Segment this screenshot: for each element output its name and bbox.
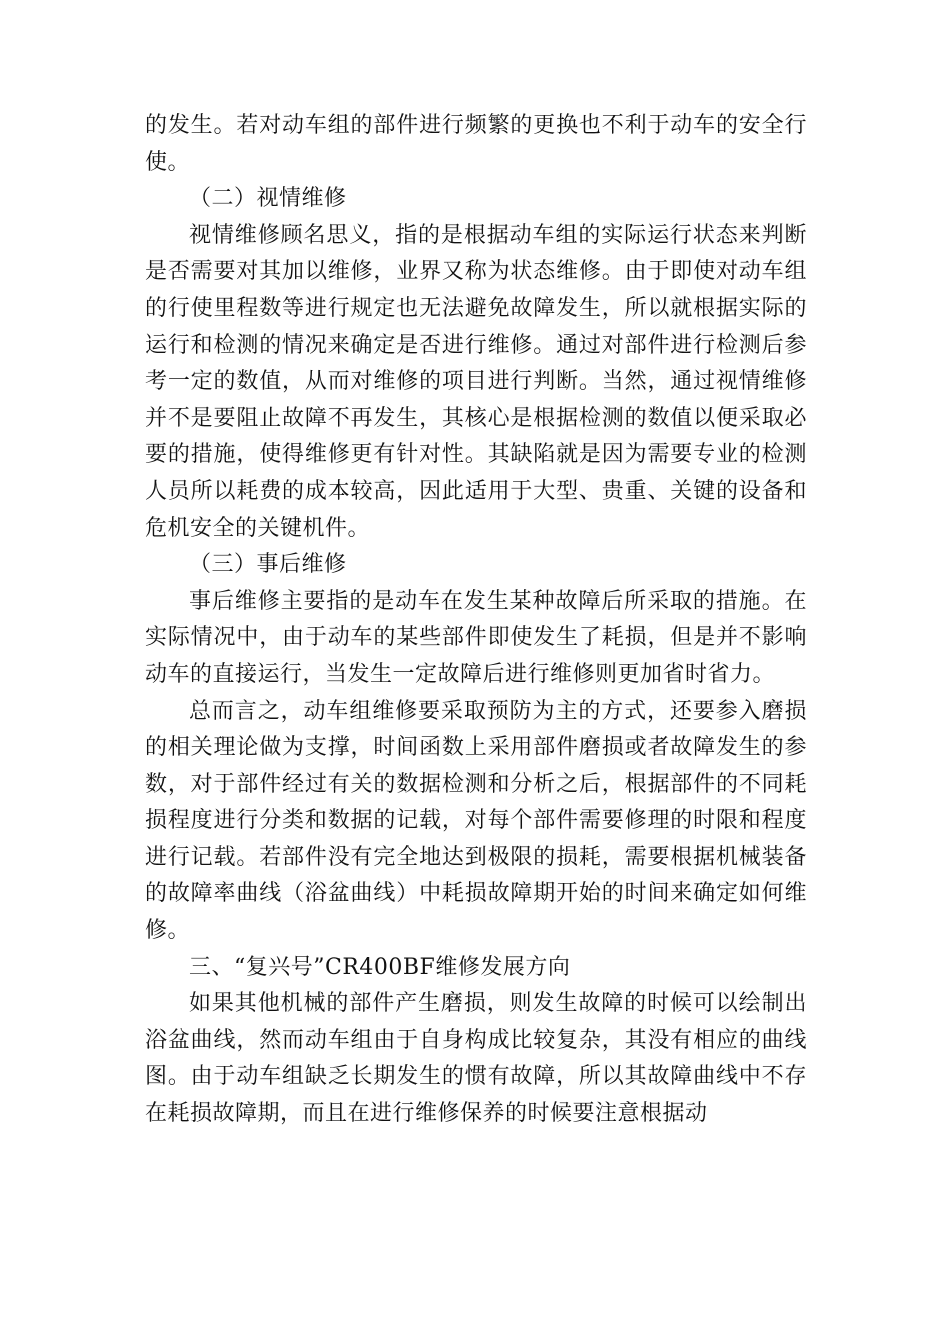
paragraph-development-direction: 如果其他机械的部件产生磨损，则发生故障的时候可以绘制出浴盆曲线，然而动车组由于自身构成比较复杂，其没有相应的曲线图。由于动车组缺乏长期发生的惯有故障，所以其故障曲线中不存在耗损故障期，而且在进行维修保养的时候要注意根据动 <box>145 991 807 1127</box>
paragraph-summary: 总而言之，动车组维修要采取预防为主的方式，还要参入磨损的相关理论做为支撑，时间函数上采用部件磨损或者故障发生的参数，对于部件经过有关的数据检测和分析之后，根据部件的不同耗损程度进行分类和数据的记载，对每个部件需要修理的时限和程度进行记载。若部件没有完全地达到极限的损耗，需要根据机械装备的故障率曲线（浴盆曲线）中耗损故障期开始的时间来确定如何维修。 <box>145 698 807 944</box>
section-heading-development-direction: 三、“复兴号”CR400BF维修发展方向 <box>189 954 571 980</box>
document-body <box>145 108 807 1133</box>
paragraph-post-failure-maintenance: 事后维修主要指的是动车在发生某种故障后所采取的措施。在实际情况中，由于动车的某些部件即使发生了耗损，但是并不影响动车的直接运行，当发生一定故障后进行维修则更加省时省力。 <box>145 588 807 687</box>
paragraph-condition-maintenance: 视情维修顾名思义，指的是根据动车组的实际运行状态来判断是否需要对其加以维修，业界又称为状态维修。由于即使对动车组的行使里程数等进行规定也无法避免故障发生，所以就根据实际的运行和检测的情况来确定是否进行维修。通过对部件进行检测后参考一定的数值，从而对维修的项目进行判断。当然，通过视情维修并不是要阻止故障不再发生，其核心是根据检测的数值以便采取必要的措施，使得维修更有针对性。其缺陷就是因为需要专业的检测人员所以耗费的成本较高，因此适用于大型、贵重、关键的设备和危机安全的关键机件。 <box>145 222 807 541</box>
section-heading-post-failure-maintenance: （三）事后维修 <box>189 552 347 578</box>
section-heading-condition-maintenance: （二）视情维修 <box>189 186 347 212</box>
paragraph-continuation: 的发生。若对动车组的部件进行频繁的更换也不利于动车的安全行使。 <box>145 113 807 175</box>
